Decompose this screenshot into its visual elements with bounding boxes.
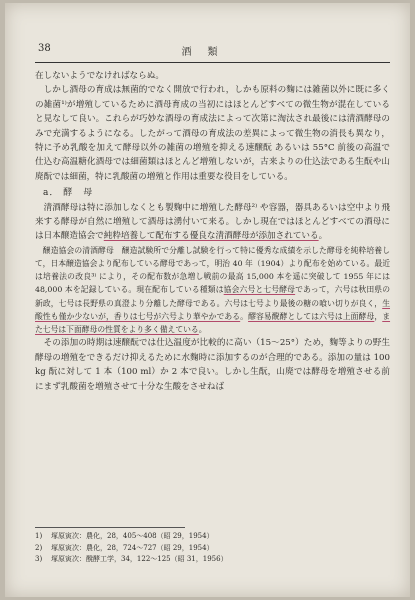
small-part-1: 醸造協会の清酒酵母 醸造試験所で分離し試験を行って特に優秀な成績を示した酵母を純粋培養して，日本醸造協会より配布している酵母であって，明治 40 年（1904）より配布を始めている。最近は培養法の改良³⁾ により，その配布数が急増し戦前の最高 15,000 本を遥に突破して 1955 年には 48,000 本を記録している。現在配布している種類は bbox=[35, 245, 390, 295]
footnote-text: 塚原寅次：農化，28，405～408（昭 29，1954） bbox=[51, 532, 214, 540]
footnote-text: 塚原寅次：醗酵工学，34，122～125（昭 31，1956） bbox=[51, 555, 228, 563]
underlined-phrase: 協会六号と七号酵母 bbox=[223, 285, 296, 295]
page-number: 38 bbox=[38, 43, 51, 54]
paragraph-closing: その添加の時期は速醸酛では仕込温度が比較的に高い（15～25°）ため，麴等よりの野生酵母の増殖をできるだけ抑えるために水麴時に添加するのが合理的である。添加の量は 100 kg 酛に対して 1 本（100 ml）か 2 本で良い。しかし生酛，山廃では酵母を増殖させる前にまず乳酸菌を増殖させて十分な生酸をさせねば bbox=[35, 338, 390, 392]
small-part-5: 。 bbox=[198, 325, 207, 335]
small-part-2: であって，六号は秋田県の新政，七号は長野県の真澄より分離した酵母である。六号は七号より最後の糖の喰い切りが良く， bbox=[35, 285, 391, 308]
section-title: 酵 母 bbox=[63, 188, 94, 199]
footnote-number: 1) bbox=[35, 532, 43, 540]
footnotes bbox=[35, 531, 228, 566]
footnote-number: 3) bbox=[35, 555, 43, 563]
paragraph-yeast-after: 。 bbox=[318, 231, 328, 242]
page-header bbox=[35, 43, 380, 59]
paragraph-yeast-before: 清酒酵母は特に添加しなくとも製麴中に増殖した酵母²⁾ や容器，器具あるいは空中より飛来する酵母が自然に増殖して酒母は湧付いて来る。しかし現在ではほとんどすべての酒母には日本醸造協会で bbox=[35, 202, 390, 242]
footnote-rule bbox=[35, 527, 185, 528]
body-text bbox=[35, 69, 390, 394]
paragraph-2: しかし酒母の育成は無菌的でなく開放で行われ，しかも原料の麴には雑菌以外に既に多くの雑菌¹⁾が増殖しているために酒母育成の当初にはほとんどすべての微生物が混在していると見なして良い。これらが巧妙な酒母の育成法によって次第に淘汰され最後には清酒酵母のみで充満するようになる。したがって酒母の育成法の差異によって微生物の消長も異なり，特に予め乳酸を加えて酵母以外の雑菌の増殖を抑える速醸酛 あるいは 55°C 前後の高温で仕込む高温糖化酒母では細菌類はほとんど増殖しないが，古来よりの仕込法である生酛や山廃酛では細菌，特に乳酸菌の増殖と作用は重要な役目をしている。 bbox=[35, 85, 390, 182]
underlined-phrase: 生酸性も僅か少ないが，香りは七号が六号より華やかである bbox=[35, 298, 390, 321]
footnote-number: 2) bbox=[35, 543, 43, 552]
section-label: a． bbox=[43, 188, 60, 199]
paragraph-yeast bbox=[35, 201, 390, 244]
underlined-phrase: また七号は下面酵母の性質をより多く備えている bbox=[35, 311, 391, 335]
underlined-phrase: 純粋培養して配布する優良な清酒酵母が添加されている bbox=[103, 231, 319, 242]
section-heading bbox=[43, 186, 390, 200]
footnote bbox=[35, 554, 228, 566]
footnote bbox=[35, 531, 228, 543]
underlined-phrase: 醪容易醗酵としては六号は上面酵母 bbox=[248, 311, 375, 321]
paragraph-1: 在しないようでなければならぬ。 bbox=[35, 71, 164, 81]
document-page bbox=[5, 3, 410, 597]
running-title: 酒類 bbox=[181, 47, 234, 58]
footnote-text: 塚原寅次：農化，28，724～727（昭 29，1954） bbox=[51, 543, 214, 552]
small-part-4: ， bbox=[374, 311, 383, 321]
header-rule bbox=[35, 62, 390, 63]
small-part-3: 。 bbox=[240, 311, 249, 321]
footnote bbox=[35, 543, 228, 555]
small-print-paragraph bbox=[35, 244, 390, 336]
